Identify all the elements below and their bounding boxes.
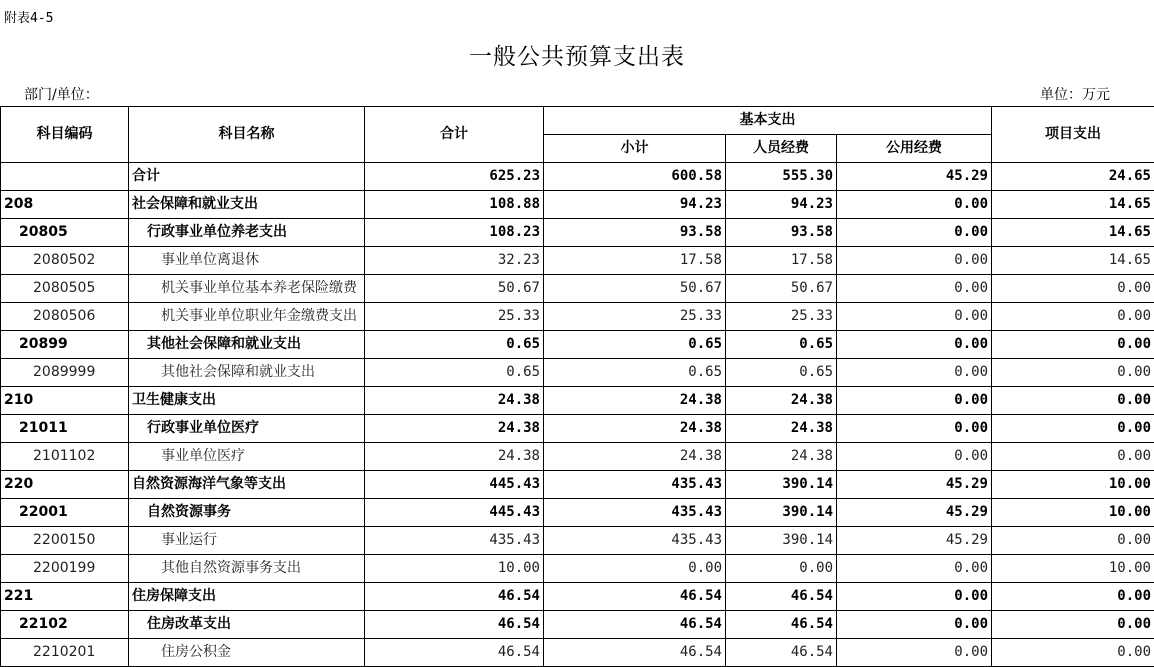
cell-code: 210 (1, 387, 129, 415)
cell-subtotal: 0.65 (544, 359, 726, 387)
cell-subtotal: 24.38 (544, 387, 726, 415)
cell-subtotal: 435.43 (544, 499, 726, 527)
cell-public: 0.00 (837, 359, 992, 387)
cell-project: 0.00 (992, 275, 1154, 303)
cell-project: 0.00 (992, 639, 1154, 667)
cell-code: 2080502 (1, 247, 129, 275)
cell-public: 0.00 (837, 415, 992, 443)
cell-personnel: 46.54 (726, 583, 837, 611)
cell-name: 其他自然资源事务支出 (129, 555, 365, 583)
cell-subtotal: 24.38 (544, 443, 726, 471)
cell-total: 0.65 (365, 331, 544, 359)
cell-name: 其他社会保障和就业支出 (129, 331, 365, 359)
cell-personnel: 24.38 (726, 443, 837, 471)
cell-public: 0.00 (837, 611, 992, 639)
cell-personnel: 50.67 (726, 275, 837, 303)
cell-personnel: 24.38 (726, 387, 837, 415)
cell-subtotal: 17.58 (544, 247, 726, 275)
budget-table (0, 106, 1154, 667)
table-row (1, 555, 1154, 583)
cell-name: 合计 (129, 163, 365, 191)
cell-project: 10.00 (992, 499, 1154, 527)
table-body (1, 163, 1154, 667)
cell-subtotal: 46.54 (544, 639, 726, 667)
table-row (1, 387, 1154, 415)
cell-subtotal: 94.23 (544, 191, 726, 219)
table-row (1, 415, 1154, 443)
cell-project: 0.00 (992, 611, 1154, 639)
cell-name: 自然资源事务 (129, 499, 365, 527)
cell-project: 0.00 (992, 331, 1154, 359)
cell-total: 46.54 (365, 611, 544, 639)
cell-project: 0.00 (992, 387, 1154, 415)
cell-code: 2200199 (1, 555, 129, 583)
table-row (1, 471, 1154, 499)
table-row (1, 499, 1154, 527)
cell-total: 625.23 (365, 163, 544, 191)
table-row (1, 639, 1154, 667)
cell-name: 住房保障支出 (129, 583, 365, 611)
column-header-personnel: 人员经费 (726, 135, 837, 163)
cell-total: 46.54 (365, 639, 544, 667)
cell-name: 自然资源海洋气象等支出 (129, 471, 365, 499)
cell-name: 卫生健康支出 (129, 387, 365, 415)
attachment-number: 附表4-5 (4, 11, 54, 26)
cell-personnel: 0.65 (726, 359, 837, 387)
cell-subtotal: 435.43 (544, 527, 726, 555)
cell-code: 21011 (1, 415, 129, 443)
cell-subtotal: 46.54 (544, 583, 726, 611)
cell-public: 0.00 (837, 639, 992, 667)
column-header-total: 合计 (365, 107, 544, 163)
cell-public: 0.00 (837, 275, 992, 303)
cell-subtotal: 0.65 (544, 331, 726, 359)
cell-personnel: 555.30 (726, 163, 837, 191)
cell-code: 2089999 (1, 359, 129, 387)
cell-project: 0.00 (992, 359, 1154, 387)
cell-code: 2200150 (1, 527, 129, 555)
cell-name: 事业运行 (129, 527, 365, 555)
cell-total: 25.33 (365, 303, 544, 331)
cell-project: 0.00 (992, 527, 1154, 555)
cell-total: 50.67 (365, 275, 544, 303)
cell-project: 10.00 (992, 555, 1154, 583)
cell-name: 其他社会保障和就业支出 (129, 359, 365, 387)
column-header-project: 项目支出 (992, 107, 1154, 163)
cell-public: 0.00 (837, 555, 992, 583)
column-header-code: 科目编码 (1, 107, 129, 163)
cell-personnel: 390.14 (726, 471, 837, 499)
cell-public: 0.00 (837, 191, 992, 219)
cell-personnel: 25.33 (726, 303, 837, 331)
department-label: 部门/单位： (24, 87, 99, 103)
column-header-name: 科目名称 (129, 107, 365, 163)
cell-total: 24.38 (365, 415, 544, 443)
cell-code: 221 (1, 583, 129, 611)
cell-personnel: 46.54 (726, 611, 837, 639)
cell-name: 住房改革支出 (129, 611, 365, 639)
cell-public: 0.00 (837, 303, 992, 331)
cell-public: 0.00 (837, 443, 992, 471)
cell-code: 220 (1, 471, 129, 499)
cell-project: 0.00 (992, 443, 1154, 471)
cell-total: 24.38 (365, 443, 544, 471)
cell-code: 2101102 (1, 443, 129, 471)
cell-project: 14.65 (992, 191, 1154, 219)
cell-personnel: 390.14 (726, 527, 837, 555)
cell-personnel: 0.65 (726, 331, 837, 359)
cell-personnel: 17.58 (726, 247, 837, 275)
cell-project: 14.65 (992, 219, 1154, 247)
cell-total: 0.65 (365, 359, 544, 387)
cell-total: 445.43 (365, 471, 544, 499)
cell-subtotal: 93.58 (544, 219, 726, 247)
cell-name: 事业单位离退休 (129, 247, 365, 275)
column-header-basic: 基本支出 (544, 107, 992, 135)
table-row (1, 331, 1154, 359)
unit-label: 单位：万元 (1040, 87, 1110, 103)
cell-public: 0.00 (837, 247, 992, 275)
cell-public: 45.29 (837, 499, 992, 527)
cell-code: 20899 (1, 331, 129, 359)
cell-code: 20805 (1, 219, 129, 247)
table-row (1, 247, 1154, 275)
table-row (1, 359, 1154, 387)
cell-personnel: 93.58 (726, 219, 837, 247)
cell-subtotal: 46.54 (544, 611, 726, 639)
cell-public: 45.29 (837, 471, 992, 499)
cell-name: 事业单位医疗 (129, 443, 365, 471)
cell-public: 0.00 (837, 219, 992, 247)
cell-public: 0.00 (837, 331, 992, 359)
cell-code (1, 163, 129, 191)
table-row (1, 443, 1154, 471)
table-row (1, 219, 1154, 247)
cell-subtotal: 435.43 (544, 471, 726, 499)
cell-public: 0.00 (837, 583, 992, 611)
cell-subtotal: 600.58 (544, 163, 726, 191)
cell-total: 435.43 (365, 527, 544, 555)
cell-code: 2080505 (1, 275, 129, 303)
table-row (1, 527, 1154, 555)
cell-code: 2080506 (1, 303, 129, 331)
cell-total: 445.43 (365, 499, 544, 527)
cell-project: 14.65 (992, 247, 1154, 275)
cell-subtotal: 50.67 (544, 275, 726, 303)
cell-name: 行政事业单位医疗 (129, 415, 365, 443)
cell-subtotal: 24.38 (544, 415, 726, 443)
table-row (1, 275, 1154, 303)
page-title: 一般公共预算支出表 (469, 44, 685, 70)
cell-code: 2210201 (1, 639, 129, 667)
cell-total: 10.00 (365, 555, 544, 583)
cell-public: 45.29 (837, 527, 992, 555)
cell-name: 机关事业单位职业年金缴费支出 (129, 303, 365, 331)
cell-total: 108.23 (365, 219, 544, 247)
cell-code: 208 (1, 191, 129, 219)
header-row-top (1, 107, 1154, 135)
cell-personnel: 0.00 (726, 555, 837, 583)
table-row (1, 163, 1154, 191)
cell-subtotal: 0.00 (544, 555, 726, 583)
cell-project: 0.00 (992, 303, 1154, 331)
table-row (1, 583, 1154, 611)
column-header-public: 公用经费 (837, 135, 992, 163)
cell-total: 24.38 (365, 387, 544, 415)
cell-personnel: 46.54 (726, 639, 837, 667)
cell-total: 108.88 (365, 191, 544, 219)
cell-name: 行政事业单位养老支出 (129, 219, 365, 247)
cell-total: 46.54 (365, 583, 544, 611)
cell-project: 0.00 (992, 415, 1154, 443)
cell-subtotal: 25.33 (544, 303, 726, 331)
cell-name: 机关事业单位基本养老保险缴费 (129, 275, 365, 303)
cell-total: 32.23 (365, 247, 544, 275)
cell-project: 24.65 (992, 163, 1154, 191)
cell-public: 0.00 (837, 387, 992, 415)
cell-personnel: 24.38 (726, 415, 837, 443)
cell-code: 22102 (1, 611, 129, 639)
cell-name: 住房公积金 (129, 639, 365, 667)
column-header-subtotal: 小计 (544, 135, 726, 163)
cell-project: 0.00 (992, 583, 1154, 611)
cell-project: 10.00 (992, 471, 1154, 499)
table-row (1, 191, 1154, 219)
cell-personnel: 94.23 (726, 191, 837, 219)
cell-public: 45.29 (837, 163, 992, 191)
cell-personnel: 390.14 (726, 499, 837, 527)
cell-code: 22001 (1, 499, 129, 527)
table-row (1, 611, 1154, 639)
table-row (1, 303, 1154, 331)
cell-name: 社会保障和就业支出 (129, 191, 365, 219)
